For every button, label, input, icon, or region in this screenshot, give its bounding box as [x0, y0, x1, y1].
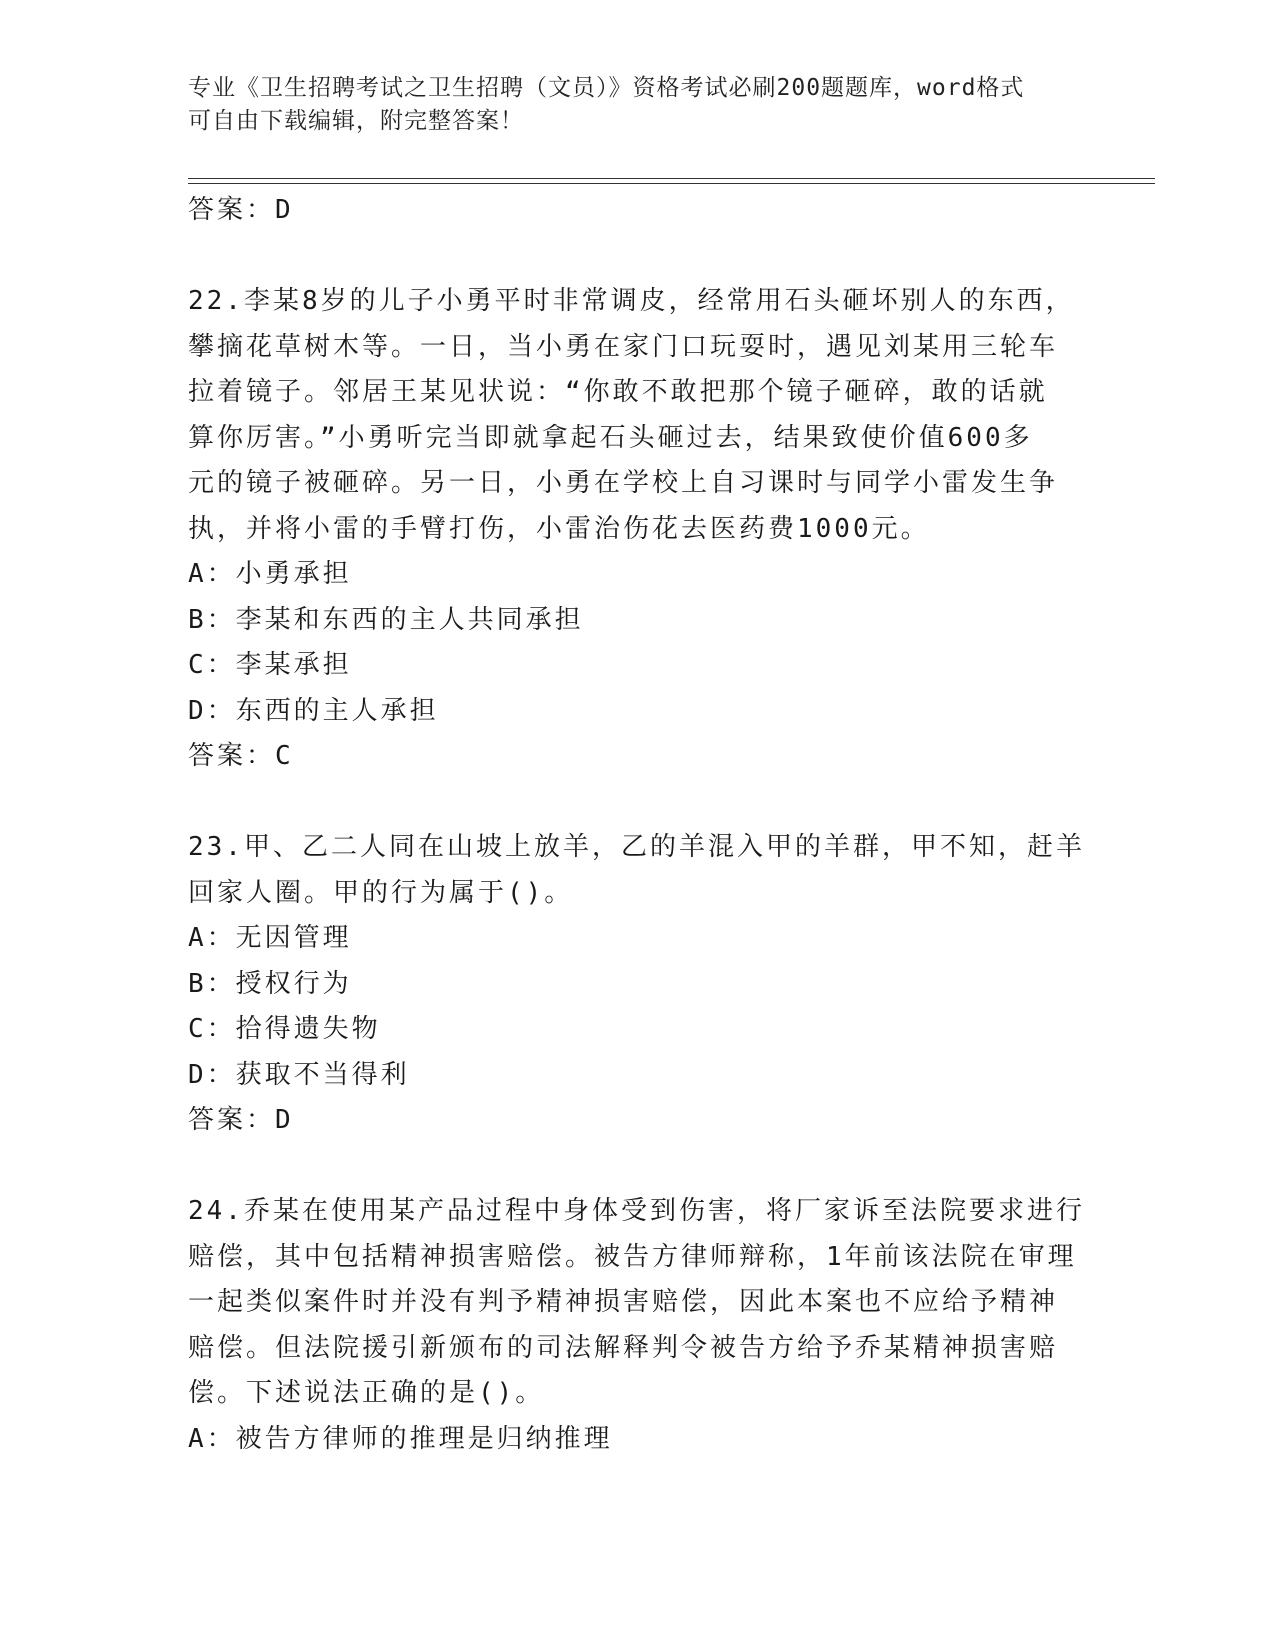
question-stem-line: 拉着镜子。邻居王某见状说：“你敢不敢把那个镜子砸碎，敢的话就: [188, 377, 1048, 407]
option-c: C：拾得遗失物: [188, 1014, 381, 1044]
document-body: [188, 188, 1088, 1462]
option-a: A：小勇承担: [188, 559, 352, 589]
question-stem-line: 执，并将小雷的手臂打伤，小雷治伤花去医药费1000元。: [188, 513, 930, 544]
question-answer: 答案：C: [188, 741, 294, 771]
question-stem-line: 23.甲、乙二人同在山坡上放羊，乙的羊混入甲的羊群，甲不知，赶羊: [188, 832, 1085, 862]
question-22: [188, 279, 1088, 780]
option-b: B：李某和东西的主人共同承担: [188, 604, 584, 635]
question-answer: 答案：D: [188, 1105, 294, 1135]
spacer: [188, 780, 1088, 826]
option-b: B：授权行为: [188, 968, 352, 999]
question-23: [188, 825, 1088, 1144]
header-divider-bottom: [188, 183, 1155, 184]
question-stem-line: 攀摘花草树木等。一日，当小勇在家门口玩耍时，遇见刘某用三轮车: [188, 331, 1059, 362]
question-stem-line: 24.乔某在使用某产品过程中身体受到伤害，将厂家诉至法院要求进行: [188, 1196, 1085, 1226]
question-stem-line: 元的镜子被砸碎。另一日，小勇在学校上自习课时与同学小雷发生争: [188, 468, 1059, 498]
document-header: [188, 72, 1068, 138]
question-24: [188, 1189, 1088, 1462]
header-line-1: 专业《卫生招聘考试之卫生招聘（文员）》资格考试必刷200题题库，word格式: [188, 75, 1025, 101]
previous-answer: 答案：D: [188, 195, 294, 225]
option-a: A：无因管理: [188, 923, 352, 953]
question-stem-line: 22.李某8岁的儿子小勇平时非常调皮，经常用石头砸坏别人的东西，: [188, 286, 1075, 316]
spacer: [188, 1144, 1088, 1190]
question-stem-line: 赔偿，其中包括精神损害赔偿。被告方律师辩称，1年前该法院在审理: [188, 1241, 1077, 1272]
question-stem-line: 赔偿。但法院援引新颁布的司法解释判令被告方给予乔某精神损害赔: [188, 1332, 1059, 1363]
question-stem-line: 算你厉害。”小勇听完当即就拿起石头砸过去，结果致使价值600多: [188, 422, 1033, 453]
option-d: D：东西的主人承担: [188, 695, 439, 726]
header-divider-top: [188, 178, 1155, 179]
question-stem-line: 一起类似案件时并没有判予精神损害赔偿，因此本案也不应给予精神: [188, 1287, 1059, 1317]
option-a: A：被告方律师的推理是归纳推理: [188, 1423, 613, 1454]
option-c: C：李某承担: [188, 650, 352, 680]
option-d: D：获取不当得利: [188, 1059, 410, 1090]
spacer: [188, 234, 1088, 280]
question-stem-line: 偿。下述说法正确的是()。: [188, 1378, 545, 1408]
question-stem-line: 回家人圈。甲的行为属于()。: [188, 877, 574, 908]
header-line-2: 可自由下载编辑，附完整答案！: [188, 108, 524, 134]
